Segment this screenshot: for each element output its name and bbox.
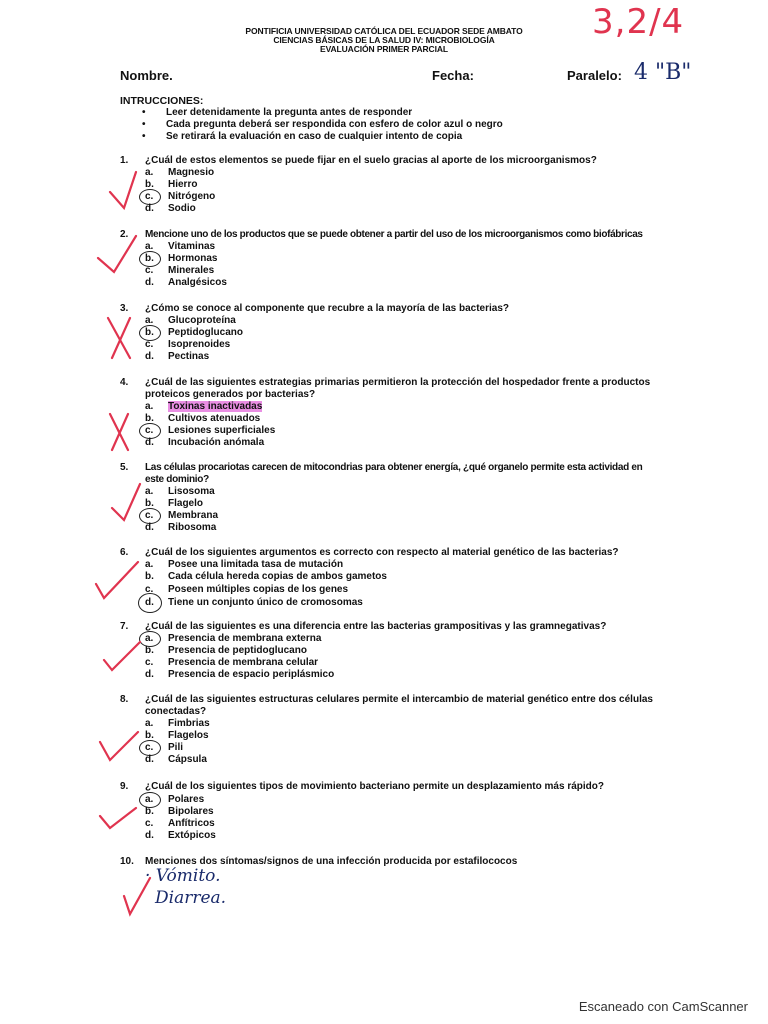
option-text: Glucoproteína: [168, 315, 236, 326]
option-text: Extópicos: [168, 830, 216, 841]
option-letter: c.: [145, 584, 154, 595]
option-letter: a.: [145, 486, 154, 497]
question-text: ¿Cómo se conoce al componente que recubre a la mayoría de las bacterias?: [145, 303, 510, 314]
option-text: Posee una limitada tasa de mutación: [168, 559, 344, 570]
option-letter: a.: [145, 718, 154, 729]
option-text: Ribosoma: [168, 522, 217, 533]
option-text: Presencia de membrana celular: [168, 657, 319, 668]
instructions-title: INTRUCCIONES:: [120, 95, 204, 107]
option-letter: c.: [145, 742, 154, 753]
option-letter: d.: [145, 437, 154, 448]
question-text: Menciones dos síntomas/signos de una infección producida por estafilococos: [145, 856, 518, 867]
option-text: Magnesio: [168, 167, 215, 178]
question-text: ¿Cuál de las siguientes es una diferencia entre las bacterias grampositivas y las gramnegativas?: [145, 621, 607, 632]
option-letter: c.: [145, 510, 154, 521]
option-letter: c.: [145, 191, 154, 202]
option-letter: d.: [145, 754, 154, 765]
option-text: Analgésicos: [168, 277, 227, 288]
option-text: Isoprenoides: [168, 339, 231, 350]
option-text: Lisosoma: [168, 486, 215, 497]
question-number: 3.: [120, 303, 129, 314]
option-text: Flagelo: [168, 498, 204, 509]
option-letter: b.: [145, 413, 154, 424]
check-mark-icon: [96, 562, 138, 598]
option-text: Hierro: [168, 179, 198, 190]
option-letter: b.: [145, 571, 154, 582]
option-text: Poseen múltiples copias de los genes: [168, 584, 349, 595]
option-letter: d.: [145, 522, 154, 533]
handwritten-answer: Diarrea.: [155, 888, 227, 908]
parallel-label: Paralelo:: [567, 68, 622, 83]
option-letter: d.: [145, 830, 154, 841]
question-number: 8.: [120, 694, 129, 705]
question-number: 1.: [120, 155, 129, 166]
check-mark-icon: [110, 172, 136, 208]
handwritten-answer: · Vómito.: [145, 866, 221, 886]
header-subject: CIENCIAS BÁSICAS DE LA SALUD IV: MICROBIOLOGÍA: [273, 35, 495, 45]
check-mark-icon: [100, 808, 136, 828]
option-text: Lesiones superficiales: [168, 425, 276, 436]
option-text-highlighted: [168, 401, 262, 412]
question-number: 2.: [120, 229, 129, 240]
instruction-item: Leer detenidamente la pregunta antes de responder: [166, 107, 413, 118]
option-letter: a.: [145, 633, 154, 644]
option-letter: c.: [145, 818, 154, 829]
option-letter: a.: [145, 559, 154, 570]
option-text: Incubación anómala: [168, 437, 265, 448]
name-label: Nombre.: [120, 68, 173, 83]
scanner-watermark: Escaneado con CamScanner: [578, 999, 748, 1014]
bullet-icon: •: [142, 119, 146, 130]
option-letter: a.: [145, 401, 154, 412]
option-text: Fimbrias: [168, 718, 210, 729]
option-letter: d.: [145, 203, 154, 214]
option-letter: a.: [145, 315, 154, 326]
option-letter: a.: [145, 167, 154, 178]
option-text: Tiene un conjunto único de cromosomas: [168, 597, 363, 608]
check-mark-icon: [112, 484, 140, 520]
check-mark-icon: [104, 642, 140, 670]
option-letter: b.: [145, 253, 154, 264]
option-text: Peptidoglucano: [168, 327, 243, 338]
option-text: Nitrógeno: [168, 191, 216, 202]
parallel-value: 4 "B": [634, 60, 692, 85]
cross-mark-icon: [108, 318, 130, 358]
bullet-icon: •: [142, 131, 146, 142]
option-text: Flagelos: [168, 730, 209, 741]
option-text: Presencia de espacio periplásmico: [168, 669, 335, 680]
answer-circle: [138, 593, 162, 613]
question-number: 6.: [120, 547, 129, 558]
option-text: Cultivos atenuados: [168, 413, 261, 424]
option-letter: b.: [145, 179, 154, 190]
option-letter: b.: [145, 806, 154, 817]
option-text: Pili: [168, 742, 184, 753]
option-letter: d.: [145, 597, 154, 608]
header-university: PONTIFICIA UNIVERSIDAD CATÓLICA DEL ECUADOR SEDE AMBATO: [245, 26, 523, 36]
highlight: Toxinas inactivadas: [168, 401, 263, 412]
option-letter: c.: [145, 657, 154, 668]
option-letter: d.: [145, 277, 154, 288]
option-text: Cada célula hereda copias de ambos gametos: [168, 571, 387, 582]
question-number: 4.: [120, 377, 129, 388]
question-number: 7.: [120, 621, 129, 632]
question-text: ¿Cuál de las siguientes estructuras celulares permite el intercambio de material genético entre dos células conectadas?: [145, 694, 653, 717]
instruction-item: Se retirará la evaluación en caso de cualquier intento de copia: [166, 131, 463, 142]
option-letter: d.: [145, 669, 154, 680]
option-text: Minerales: [168, 265, 215, 276]
question-text: Mencione uno de los productos que se puede obtener a partir del uso de los microorganismos como biofábricas: [145, 229, 643, 240]
option-letter: b.: [145, 498, 154, 509]
option-text: Presencia de peptidoglucano: [168, 645, 307, 656]
question-text: ¿Cuál de estos elementos se puede fijar en el suelo gracias al aporte de los microorganismos?: [145, 155, 597, 166]
option-letter: d.: [145, 351, 154, 362]
option-letter: a.: [145, 794, 154, 805]
option-text: Membrana: [168, 510, 219, 521]
question-text: Las células procariotas carecen de mitocondrias para obtener energía, ¿qué organelo permite esta actividad en este dominio?: [145, 462, 643, 485]
option-text: Pectinas: [168, 351, 210, 362]
option-text: Vitaminas: [168, 241, 216, 252]
question-text: ¿Cuál de los siguientes argumentos es correcto con respecto al material genético de las bacterias?: [145, 547, 619, 558]
option-letter: b.: [145, 645, 154, 656]
instruction-item: Cada pregunta deberá ser respondida con esfero de color azul o negro: [166, 119, 503, 130]
header-exam: EVALUACIÓN PRIMER PARCIAL: [320, 44, 448, 54]
option-text: Hormonas: [168, 253, 218, 264]
bullet-icon: •: [142, 107, 146, 118]
option-letter: b.: [145, 327, 154, 338]
option-letter: a.: [145, 241, 154, 252]
question-number: 10.: [120, 856, 134, 867]
option-text: Sodio: [168, 203, 196, 214]
option-letter: c.: [145, 339, 154, 350]
check-mark-icon: [98, 236, 136, 272]
date-label: Fecha:: [432, 68, 474, 83]
option-text: Polares: [168, 794, 205, 805]
question-number: 9.: [120, 781, 129, 792]
option-letter: c.: [145, 265, 154, 276]
option-text: Bipolares: [168, 806, 214, 817]
question-text: ¿Cuál de las siguientes estrategias primarias permitieron la protección del hospedador frente a productos proteicos generados por bacterias?: [145, 377, 651, 400]
option-text: Cápsula: [168, 754, 207, 765]
option-text: Presencia de membrana externa: [168, 633, 322, 644]
question-number: 5.: [120, 462, 129, 473]
check-mark-icon: [100, 732, 138, 760]
option-text: Anfítricos: [168, 818, 215, 829]
question-text: ¿Cuál de los siguientes tipos de movimiento bacteriano permite un desplazamiento más rápido?: [145, 781, 604, 792]
cross-mark-icon: [110, 414, 128, 450]
option-letter: b.: [145, 730, 154, 741]
option-letter: c.: [145, 425, 154, 436]
grade-mark: 3,2/4: [592, 2, 685, 42]
